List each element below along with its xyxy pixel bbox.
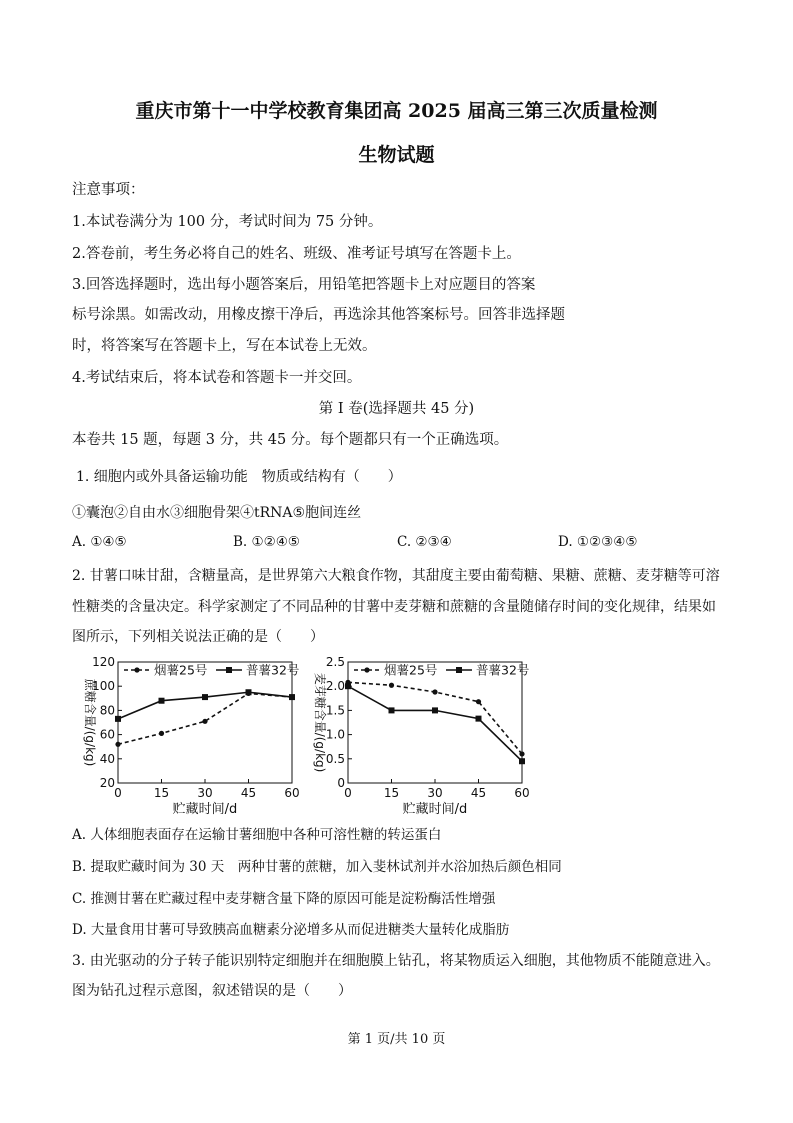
notice-item: 4.考试结束后，将本试卷和答题卡一并交回。: [72, 370, 362, 386]
series-line: [348, 686, 522, 761]
x-tick-label: 0: [344, 786, 352, 800]
x-axis-label: 贮藏时间/d: [172, 802, 238, 817]
notice-item: 标号涂黑。如需改动，用橡皮擦干净后，再选涂其他答案标号。回答非选择题: [72, 307, 565, 323]
data-point: [159, 731, 164, 736]
y-axis-label: 蔗糖含量/(g/kg): [83, 678, 97, 767]
y-tick-label: 120: [92, 655, 115, 669]
exam-title: 重庆市第十一中学校教育集团高 2025 届高三第三次质量检测: [135, 100, 658, 122]
legend-marker: [364, 667, 369, 672]
x-tick-label: 45: [240, 786, 257, 800]
data-point: [432, 707, 438, 713]
y-tick-label: 2.0: [325, 679, 345, 694]
x-tick-label: 30: [197, 786, 213, 800]
q2-stem-line: 图所示，下列相关说法正确的是（ ）: [72, 629, 324, 645]
q2-stem-line: 性糖类的含量决定。科学家测定了不同品种的甘薯中麦芽糖和蔗糖的含量随储存时间的变化规律，结果如: [72, 599, 716, 615]
data-point: [476, 716, 482, 722]
maltose-chart: [300, 648, 545, 818]
q1-option-a: A. ①④⑤: [72, 534, 127, 550]
x-tick-label: 30: [427, 786, 443, 800]
data-point: [115, 742, 120, 747]
x-tick-label: 0: [114, 786, 122, 800]
q1-option-d: D. ①②③④⑤: [558, 534, 638, 550]
notice-item: 时，将答案写在答题卡上，写在本试卷上无效。: [72, 338, 377, 354]
data-point: [432, 689, 437, 694]
q2-option-c: C. 推测甘薯在贮藏过程中麦芽糖含量下降的原因可能是淀粉酶活性增强: [72, 891, 496, 907]
q2-option-b: B. 提取贮藏时间为 30 天 两种甘薯的蔗糖，加入斐林试剂并水浴加热后颜色相同: [72, 859, 562, 875]
y-tick-label: 0.5: [325, 751, 345, 766]
legend-marker: [226, 667, 232, 673]
y-tick-label: 0: [337, 776, 345, 790]
plot-frame: [348, 662, 522, 783]
x-tick-label: 45: [470, 786, 487, 800]
legend-marker: [456, 667, 462, 673]
q3-stem-line: 图为钻孔过程示意图，叙述错误的是（ ）: [72, 983, 352, 999]
notice-item: 2.答卷前，考生务必将自己的姓名、班级、准考证号填写在答题卡上。: [72, 246, 521, 262]
q2-option-d: D. 大量食用甘薯可导致胰高血糖素分泌增多从而促进糖类大量转化成脂肪: [72, 922, 510, 938]
legend-label: 烟薯25号: [154, 662, 208, 678]
legend-label: 普薯32号: [476, 662, 530, 678]
q3-stem-line: 3. 由光驱动的分子转子能识别特定细胞并在细胞膜上钻孔，将某物质运入细胞，其他物质不能随意进入。: [72, 953, 720, 969]
y-tick-label: 1.5: [325, 703, 345, 718]
q1-option-b: B. ①②④⑤: [233, 534, 300, 550]
y-axis-label: 麦芽糖含量/(g/kg): [313, 672, 327, 773]
data-point: [159, 698, 165, 704]
q2-stem-line: 2. 甘薯口味甘甜，含糖量高，是世界第六大粮食作物，其甜度主要由葡萄糖、果糖、蔗糖、麦芽糖等可溶: [72, 568, 720, 584]
data-point: [519, 751, 524, 756]
y-tick-label: 20: [99, 776, 115, 790]
data-point: [202, 694, 208, 700]
q1-items: ①囊泡②自由水③细胞骨架④tRNA⑤胞间连丝: [72, 505, 362, 521]
data-point: [246, 689, 252, 695]
data-point: [289, 694, 295, 700]
sucrose-chart: [70, 648, 310, 818]
y-tick-label: 60: [99, 727, 115, 742]
legend-label: 烟薯25号: [384, 662, 438, 678]
data-point: [519, 758, 525, 764]
x-tick-label: 15: [383, 786, 400, 800]
data-point: [389, 683, 394, 688]
x-tick-label: 60: [284, 786, 300, 800]
data-point: [476, 699, 481, 704]
page-footer: 第 1 页/共 10 页: [347, 1032, 446, 1047]
data-point: [345, 683, 351, 689]
notice-heading: 注意事项：: [72, 182, 145, 198]
legend-marker: [134, 667, 139, 672]
data-point: [202, 719, 207, 724]
legend-label: 普薯32号: [246, 662, 300, 678]
q1-stem: 1. 细胞内或外具备运输功能 物质或结构有（ ）: [76, 469, 402, 485]
y-tick-label: 80: [99, 703, 115, 718]
y-tick-label: 40: [99, 751, 115, 766]
q2-option-a: A. 人体细胞表面存在运输甘薯细胞中各种可溶性糖的转运蛋白: [72, 827, 442, 843]
q1-option-c: C. ②③④: [397, 534, 452, 550]
notice-item: 3.回答选择题时，选出每小题答案后，用铅笔把答题卡上对应题目的答案: [72, 277, 536, 293]
y-tick-label: 2.5: [325, 655, 345, 669]
y-tick-label: 1.0: [325, 727, 345, 742]
x-axis-label: 贮藏时间/d: [402, 802, 468, 817]
notice-item: 1.本试卷满分为 100 分，考试时间为 75 分钟。: [72, 214, 383, 230]
x-tick-label: 15: [153, 786, 170, 800]
data-point: [115, 716, 121, 722]
exam-subtitle: 生物试题: [358, 144, 435, 166]
x-tick-label: 60: [514, 786, 530, 800]
section-intro: 本卷共 15 题，每题 3 分，共 45 分。每个题都只有一个正确选项。: [72, 432, 509, 448]
data-point: [389, 707, 395, 713]
y-tick-label: 100: [92, 679, 115, 694]
section-title: 第 I 卷(选择题共 45 分): [318, 401, 475, 417]
